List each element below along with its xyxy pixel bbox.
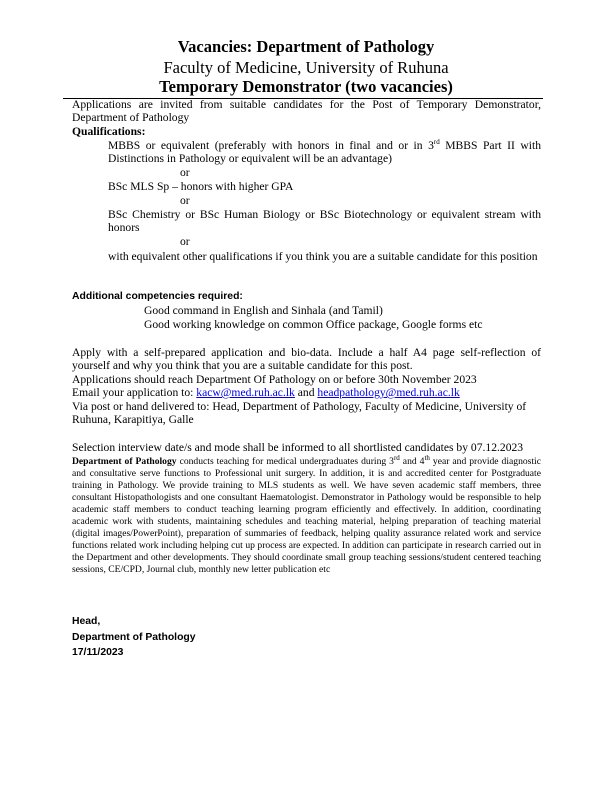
apply-paragraph: Apply with a self-prepared application and bio-data. Include a half A4 page self-reflection of yourself and why you think that you are a suitable candidate for this post. [72,346,541,372]
page-subtitle: Faculty of Medicine, University of Ruhuna [163,58,449,77]
signature-block [72,614,541,661]
email-link-headpathology[interactable]: headpathology@med.ruh.ac.lk [317,386,460,399]
qualification-bsc-science: BSc Chemistry or BSc Human Biology or BSc Biotechnology or equivalent stream with honors [108,208,541,234]
description-text-c: year and provide diagnostic and consultative serve functions to Professional unit surgery. In addition, it is and accredited center for Postgraduate training in Pathology. We provide training to MLS students as well. We have seven academic staff members, three consultant Histopathologists and one consultant Haematologist. Demonstrator in Pathology would be responsible to help academic staff members to conduct teaching learning program efficiently and effectively. In addition, coordinating academic work with students, maintaining schedules and teaching material, helping preparation of teaching material (digital images/PowerPoint), preparation of summaries of feedback, helping quality assurance related work and service functions related work including helping cut up process are expected. In addition can participate in research carried out in the Department and other developments. They should coordinate small group teaching sessions/student centered teaching sessions, CE/CPD, Journal club, monthly new letter publication etc [72,456,541,575]
email-link-kacw[interactable]: kacw@med.ruh.ac.lk [196,386,295,399]
description-text-b: and 4 [399,456,425,467]
email-prefix: Email your application to: [72,386,197,399]
email-and: and [294,386,318,399]
postal-address: Via post or hand delivered to: Head, Department of Pathology, Faculty of Medicine, University of Ruhuna, Karapitiya, Galle [72,400,527,426]
competencies-heading: Additional competencies required: [72,291,243,302]
position-title: Temporary Demonstrator (two vacancies) [159,77,453,96]
competency-office: Good working knowledge on common Office package, Google forms etc [144,318,483,331]
signature-department: Department of Pathology [72,631,196,643]
intro-paragraph: Applications are invited from suitable candidates for the Post of Temporary Demonstrator, Department of Pathology [72,98,541,124]
department-name: Department of Pathology [72,456,177,467]
description-text-a: conducts teaching for medical undergraduates during 3 [176,456,394,467]
selection-notice: Selection interview date/s and mode shall be informed to all shortlisted candidates by 07.12.2023 [72,441,524,454]
signature-date: 17/11/2023 [72,647,124,658]
competency-language: Good command in English and Sinhala (and Tamil) [144,304,383,317]
superscript-rd: rd [393,453,400,462]
department-description [72,453,541,576]
superscript-rd: rd [433,138,440,147]
superscript-th: th [424,453,430,462]
qualification-bsc-mls: BSc MLS Sp – honors with higher GPA [108,180,294,193]
deadline-line: Applications should reach Department Of Pathology on or before 30th November 2023 [72,373,477,386]
signature-title: Head, [72,616,101,627]
email-line [72,387,541,400]
qualification-equivalent: with equivalent other qualifications if you think you are a suitable candidate for this position [108,250,538,263]
or-separator: or [180,194,190,207]
page-title: Vacancies: Department of Pathology [177,37,435,56]
qualification-mbbs-text-a: MBBS or equivalent (preferably with honors in final and or in 3 [108,139,434,152]
or-separator: or [180,235,190,248]
or-separator: or [180,166,190,179]
qualification-mbbs [108,140,541,165]
qualification-mbbs-text-b: MBBS Part II with Distinctions in Pathology or equivalent will be an advantage) [108,139,541,165]
qualifications-heading: Qualifications: [72,125,146,138]
